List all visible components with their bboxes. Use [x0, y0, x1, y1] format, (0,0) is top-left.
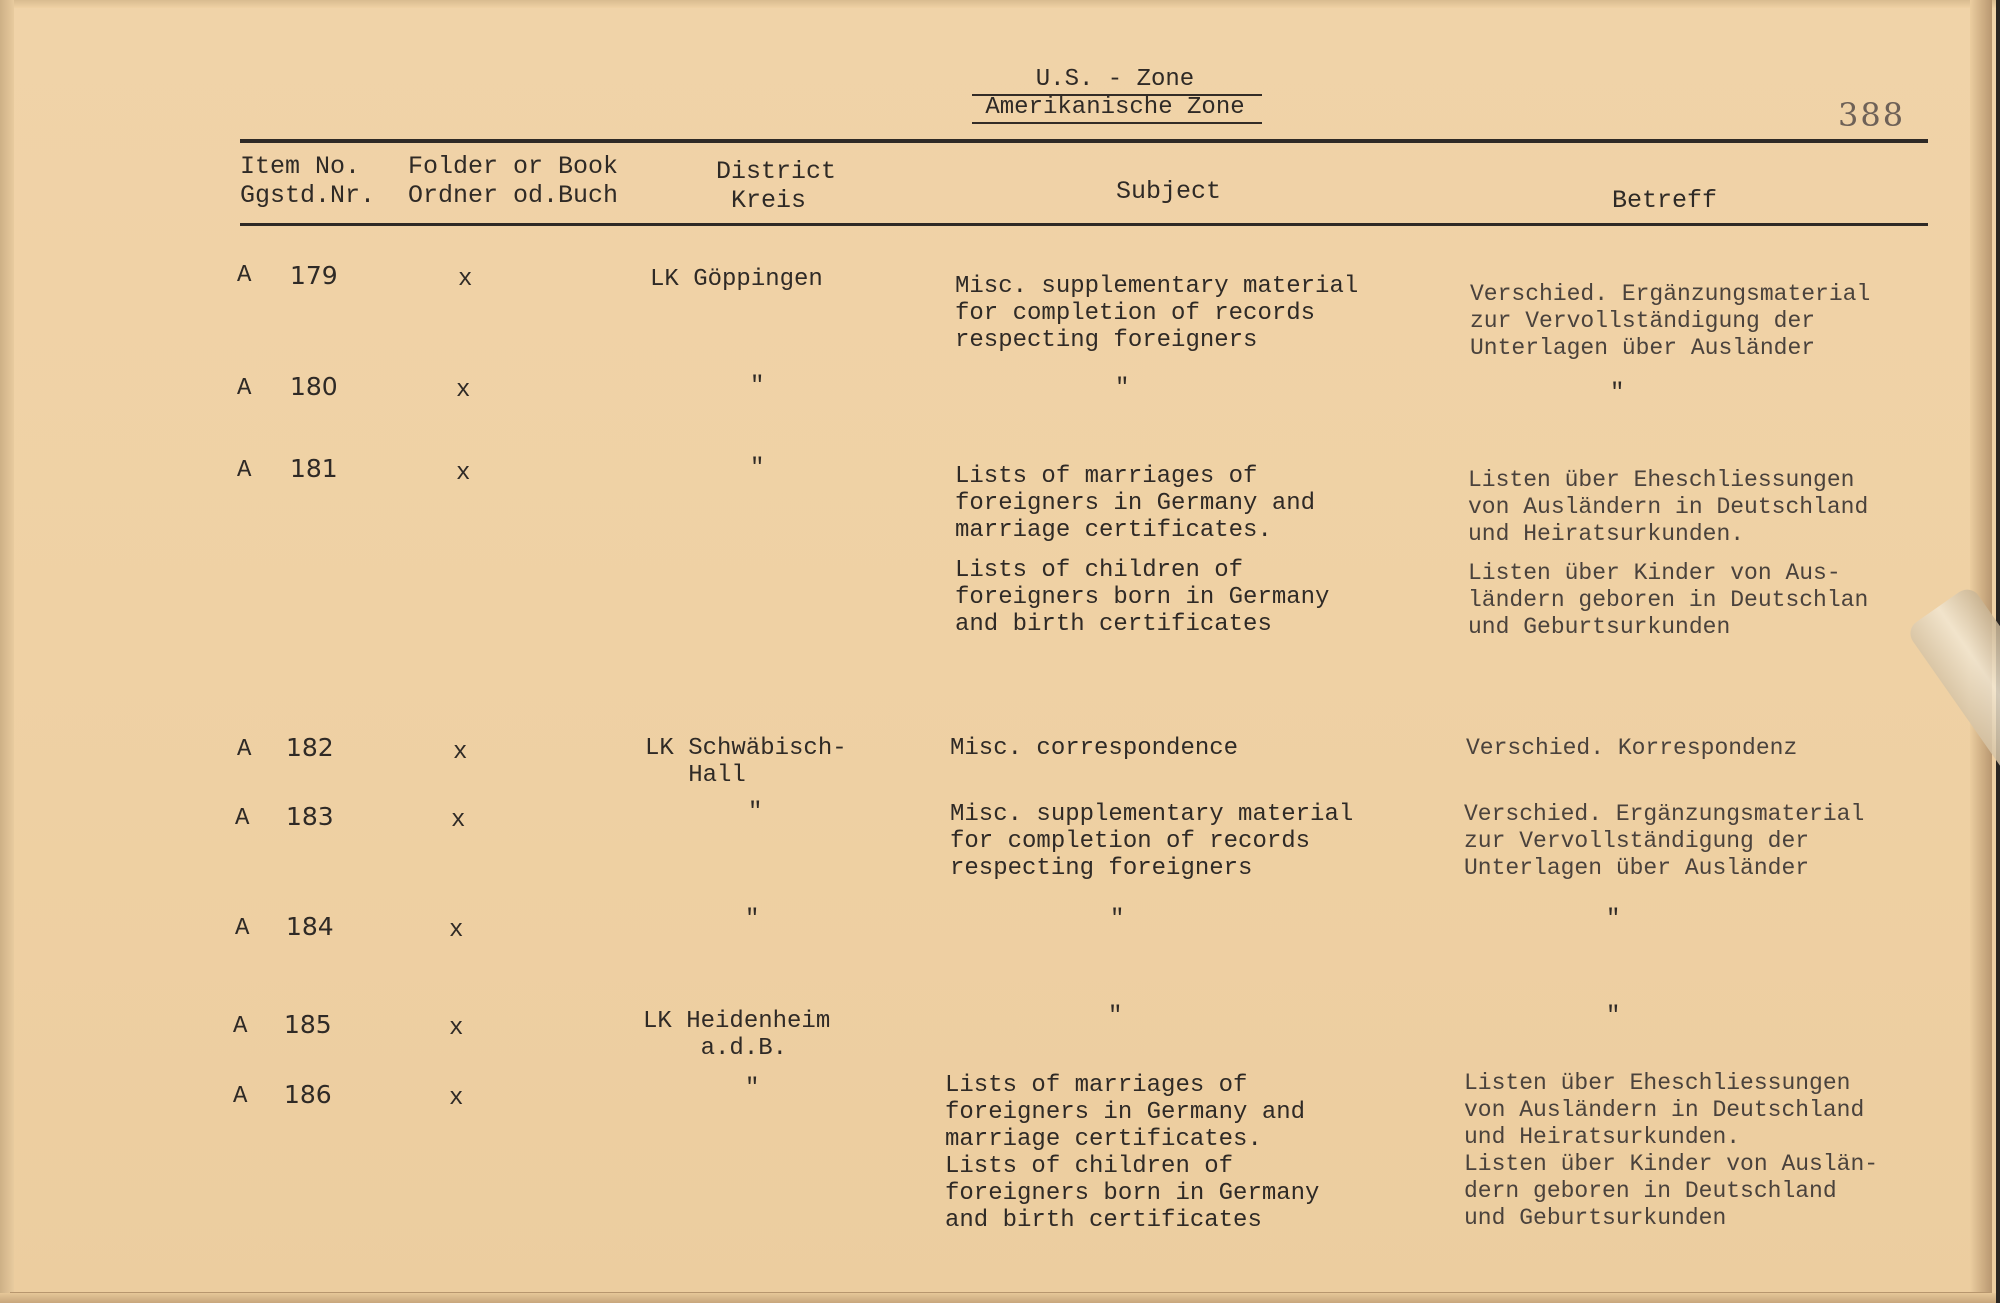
col-header-item-de: Ggstd.Nr. — [240, 181, 376, 210]
row-181-betreff-marriages: Listen über Eheschliessungen von Ausländern in Deutschland und Heiratsurkunden. — [1468, 467, 1869, 547]
row-183-letter: A — [235, 805, 250, 832]
row-179-folder: x — [458, 266, 473, 293]
row-181-betreff-children: Listen über Kinder von Aus- ländern geboren in Deutschlan und Geburtsurkunden — [1468, 560, 1869, 640]
row-182-folder: x — [453, 739, 468, 766]
row-182-district: LK Schwäbisch- Hall — [645, 735, 847, 789]
row-183-betreff: Verschied. Ergänzungsmaterial zur Vervollständigung der Unterlagen über Ausländer — [1464, 801, 1865, 881]
row-179-letter: A — [237, 262, 252, 289]
row-184-folder: x — [449, 917, 464, 944]
row-183-number: 183 — [286, 802, 334, 831]
row-186-district-ditto: " — [745, 1075, 760, 1102]
row-184-letter: A — [235, 915, 250, 942]
row-181-district-ditto: " — [750, 455, 765, 482]
header-top-rule — [240, 139, 1928, 143]
row-184-district-ditto: " — [745, 906, 760, 933]
row-185-district: LK Heidenheim a.d.B. — [643, 1008, 831, 1062]
row-180-subject-ditto: " — [1115, 375, 1130, 402]
page-number: 388 — [1838, 96, 1906, 134]
row-183-district-ditto: " — [748, 799, 763, 826]
row-184-number: 184 — [286, 912, 334, 941]
row-186-subject: Lists of marriages of foreigners in Germany and marriage certificates. Lists of children of foreigners born in Germany and birth certificates — [945, 1072, 1320, 1234]
row-179-number: 179 — [290, 261, 338, 290]
row-180-folder: x — [456, 377, 471, 404]
zone-title-english: U.S. - Zone — [1035, 66, 1195, 93]
zone-title-german: Amerikanische Zone — [985, 94, 1245, 121]
row-182-number: 182 — [286, 733, 334, 762]
row-180-letter: A — [237, 375, 252, 402]
row-181-subject-marriages: Lists of marriages of foreigners in Germany and marriage certificates. — [955, 463, 1316, 544]
row-183-folder: x — [451, 807, 466, 834]
col-header-district-en: District — [716, 157, 837, 186]
row-179-district: LK Göppingen — [650, 266, 823, 293]
zone-underline-2 — [972, 122, 1262, 124]
page-top-edge — [0, 0, 1996, 8]
col-header-item-en: Item No. — [240, 152, 361, 181]
col-header-betreff: Betreff — [1612, 186, 1718, 215]
row-180-district-ditto: " — [750, 373, 765, 400]
row-179-betreff: Verschied. Ergänzungsmaterial zur Vervollständigung der Unterlagen über Ausländer — [1470, 281, 1871, 361]
row-183-subject: Misc. supplementary material for completion of records respecting foreigners — [950, 801, 1354, 882]
page-bottom-line — [10, 1292, 1990, 1293]
row-186-letter: A — [233, 1083, 248, 1110]
row-185-letter: A — [233, 1013, 248, 1040]
row-180-number: 180 — [290, 372, 338, 401]
row-185-subject-ditto: " — [1108, 1003, 1123, 1030]
row-181-number: 181 — [290, 454, 338, 483]
row-182-subject: Misc. correspondence — [950, 735, 1239, 762]
row-182-letter: A — [237, 736, 252, 763]
col-header-subject: Subject — [1116, 177, 1222, 206]
row-185-number: 185 — [284, 1010, 332, 1039]
row-185-betreff-ditto: " — [1606, 1003, 1621, 1030]
row-185-folder: x — [449, 1015, 464, 1042]
header-bottom-rule — [240, 223, 1928, 226]
row-184-betreff-ditto: " — [1606, 906, 1621, 933]
row-180-betreff-ditto: " — [1610, 380, 1625, 407]
col-header-folder-en: Folder or Book — [408, 152, 619, 181]
page-bottom-edge — [0, 1293, 1996, 1303]
row-186-number: 186 — [284, 1080, 332, 1109]
row-182-betreff: Verschied. Korrespondenz — [1466, 735, 1798, 761]
row-181-folder: x — [456, 460, 471, 487]
row-181-subject-children: Lists of children of foreigners born in Germany and birth certificates — [955, 557, 1330, 638]
col-header-folder-de: Ordner od.Buch — [408, 181, 619, 210]
page-left-edge — [0, 0, 14, 1303]
row-184-subject-ditto: " — [1110, 906, 1125, 933]
row-179-subject: Misc. supplementary material for completion of records respecting foreigners — [955, 273, 1359, 354]
row-181-letter: A — [237, 457, 252, 484]
row-186-betreff: Listen über Eheschliessungen von Ausländern in Deutschland und Heiratsurkunden. Listen über Kinder von Auslän- dern geboren in Deutschland und Geburtsurkunden — [1464, 1070, 1879, 1231]
col-header-district-de: Kreis — [731, 186, 807, 215]
row-186-folder: x — [449, 1085, 464, 1112]
